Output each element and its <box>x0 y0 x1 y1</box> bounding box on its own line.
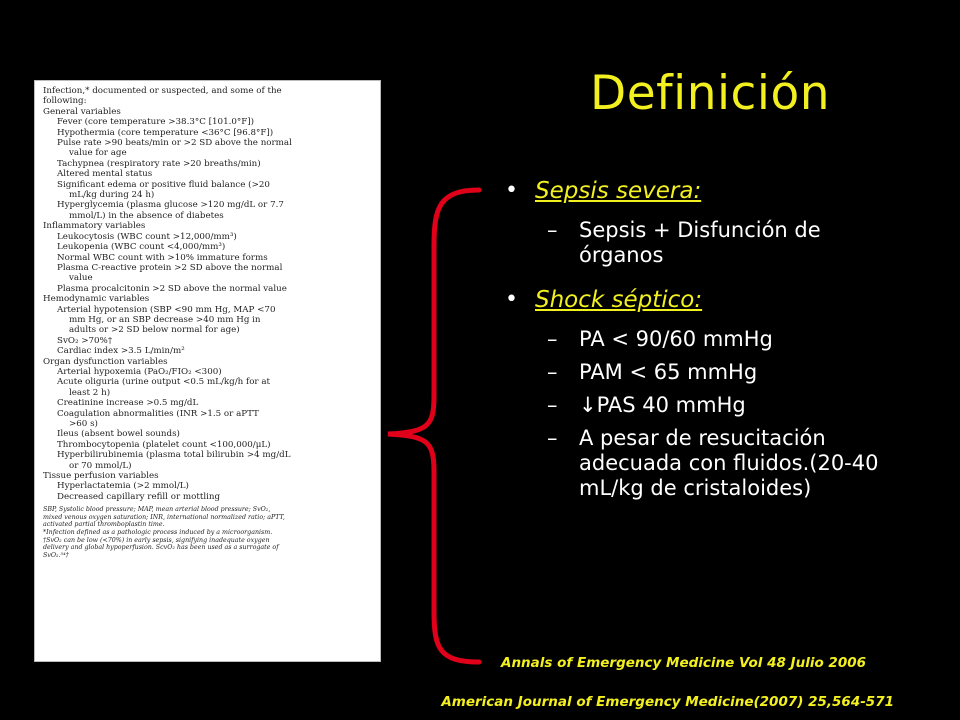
doc-line: mmol/L) in the absence of diabetes <box>69 210 224 221</box>
doc-section-heading: Infection,* documented or suspected, and some of the <box>43 86 282 96</box>
doc-line: least 2 h) <box>69 387 111 398</box>
doc-line: Arterial hypoxemia (PaO₂/FIO₂ <300) <box>57 366 222 377</box>
doc-footnote: delivery and global hypoperfusion. ScvO₂ has been used as a surrogate of <box>43 544 279 552</box>
doc-line: mm Hg, or an SBP decrease >40 mm Hg in <box>69 314 261 325</box>
sub-item <box>547 426 905 501</box>
sub-item-text: PA < 90/60 mmHg <box>579 327 773 351</box>
definition-bullets <box>505 172 905 501</box>
slide-title: Definición <box>590 66 830 121</box>
doc-line: >60 s) <box>69 419 98 429</box>
doc-footnote: *Infection defined as a pathologic process induced by a microorganism. <box>43 529 273 537</box>
doc-section-heading: General variables <box>43 106 121 117</box>
reference-annals: Annals of Emergency Medicine Vol 48 Julio 2006 <box>501 655 866 671</box>
doc-line: value <box>69 273 93 284</box>
doc-footnote: †SvO₂ can be low (<70%) in early sepsis, signifying inadequate oxygen <box>43 536 270 544</box>
doc-line: Hyperglycemia (plasma glucose >120 mg/dL or 7.7 <box>57 200 284 211</box>
doc-line: Pulse rate >90 beats/min or >2 SD above the normal <box>57 138 292 149</box>
sub-item <box>547 218 905 268</box>
sub-item-text: Sepsis + Disfunción de órganos <box>579 218 821 267</box>
dash-icon: – <box>547 426 558 450</box>
doc-footnote: mixed venous oxygen saturation; INR, international normalized ratio; aPTT, <box>43 513 285 521</box>
doc-section-heading: following: <box>43 96 87 107</box>
doc-line: Hyperlactatemia (>2 mmol/L) <box>57 481 189 492</box>
doc-line: Fever (core temperature >38.3°C [101.0°F]) <box>57 117 255 128</box>
doc-line: Tachypnea (respiratory rate >20 breaths/min) <box>57 158 261 169</box>
doc-footnote: SBP, Systolic blood pressure; MAP, mean arterial blood pressure; SvO₂, <box>43 506 271 514</box>
bullet-heading: Sepsis severa: <box>535 178 702 204</box>
sub-item-text: A pesar de resucitación adecuada con fluidos.(20-40 mL/kg de cristaloides) <box>579 426 879 500</box>
bullet-heading: Shock séptico: <box>535 287 703 313</box>
doc-line: Plasma procalcitonin >2 SD above the normal value <box>57 283 287 294</box>
doc-line: Arterial hypotension (SBP <90 mm Hg, MAP <70 <box>57 304 276 315</box>
doc-line: value for age <box>69 148 127 159</box>
doc-line: Significant edema or positive fluid balance (>20 <box>57 179 270 190</box>
sub-item-text: ↓PAS 40 mmHg <box>579 393 746 417</box>
doc-line: Creatinine increase >0.5 mg/dL <box>57 398 199 409</box>
sub-item-text: PAM < 65 mmHg <box>579 360 758 384</box>
doc-section-heading: Hemodynamic variables <box>43 294 150 305</box>
doc-footnote: SvO₂.⁵⁴† <box>43 551 69 559</box>
doc-line: SvO₂ >70%† <box>57 335 113 346</box>
doc-line: Decreased capillary refill or mottling <box>57 491 221 502</box>
doc-line: mL/kg during 24 h) <box>69 190 155 201</box>
doc-section-heading: Organ dysfunction variables <box>43 356 168 367</box>
doc-line: Ileus (absent bowel sounds) <box>57 429 180 440</box>
doc-line: Leukopenia (WBC count <4,000/mm³) <box>57 242 226 253</box>
doc-line: Hyperbilirubinemia (plasma total bilirubin >4 mg/dL <box>57 450 291 461</box>
reference-ajem: American Journal of Emergency Medicine(2007) 25,564-571 <box>441 694 894 710</box>
doc-line: Altered mental status <box>57 169 153 180</box>
bullet-dot-icon: • <box>505 287 518 312</box>
bullet-item <box>505 172 905 210</box>
doc-line: Acute oliguria (urine output <0.5 mL/kg/h for at <box>57 377 271 388</box>
doc-line: Leukocytosis (WBC count >12,000/mm³) <box>57 231 237 242</box>
criteria-table-image <box>34 80 381 662</box>
sub-item <box>547 360 905 385</box>
doc-line: or 70 mmol/L) <box>69 460 132 471</box>
doc-footnote: activated partial thromboplastin time. <box>43 521 165 529</box>
doc-line: Normal WBC count with >10% immature forms <box>57 252 268 263</box>
sub-item <box>547 393 905 418</box>
dash-icon: – <box>547 218 558 242</box>
doc-line: adults or >2 SD below normal for age) <box>69 325 240 336</box>
doc-line: Hypothermia (core temperature <36°C [96.8°F]) <box>57 127 274 138</box>
sub-item <box>547 327 905 352</box>
dash-icon: – <box>547 393 558 417</box>
doc-section-heading: Tissue perfusion variables <box>43 471 159 482</box>
curly-brace-icon <box>384 186 484 666</box>
doc-section-heading: Inflammatory variables <box>43 221 146 232</box>
doc-line: Plasma C-reactive protein >2 SD above the normal <box>57 262 283 273</box>
doc-line: Thrombocytopenia (platelet count <100,000/μL) <box>57 439 271 450</box>
bullet-dot-icon: • <box>505 178 518 203</box>
doc-line: Coagulation abnormalities (INR >1.5 or aPTT <box>57 408 259 419</box>
dash-icon: – <box>547 360 558 384</box>
dash-icon: – <box>547 327 558 351</box>
doc-line: Cardiac index >3.5 L/min/m² <box>57 346 185 357</box>
bullet-item <box>505 281 905 319</box>
